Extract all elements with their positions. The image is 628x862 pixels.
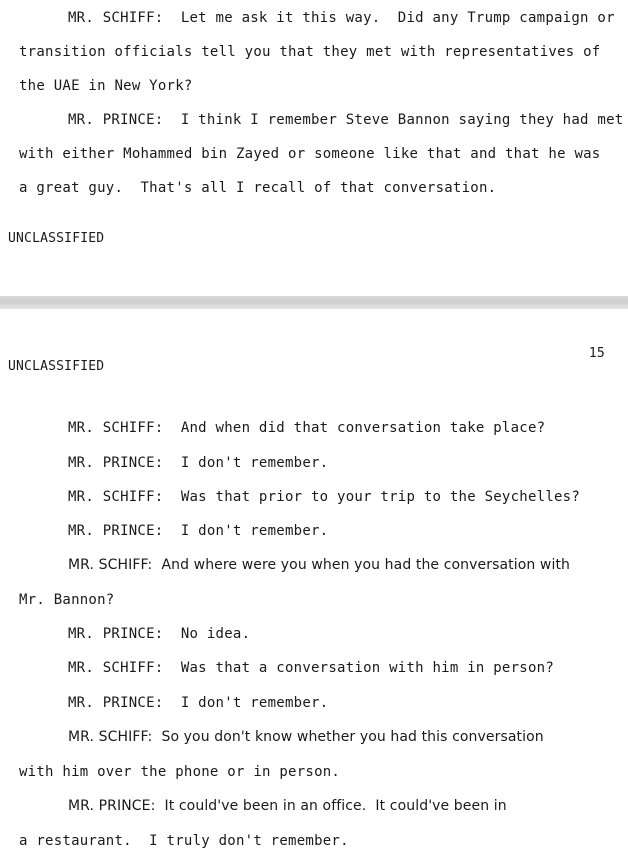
transcript-line: MR. SCHIFF: Was that a conversation with him in person? (68, 660, 555, 676)
transcript-line: MR. PRINCE: No idea. (68, 626, 251, 642)
classification-footer: UNCLASSIFIED (8, 231, 105, 246)
transcript-line: MR. PRINCE: It could've been in an office. It could've been in (68, 798, 507, 814)
transcript-line: Mr. Bannon? (19, 592, 115, 608)
page-number: 15 (588, 346, 605, 361)
transcript-line: a restaurant. I truly don't remember. (19, 833, 349, 849)
transcript-line: with either Mohammed bin Zayed or someone like that and that he was (19, 146, 601, 162)
transcript-line: MR. SCHIFF: Was that prior to your trip to the Seychelles? (68, 489, 581, 505)
transcript-line: MR. PRINCE: I don't remember. (68, 523, 329, 539)
transcript-line: MR. SCHIFF: So you don't know whether you had this conversation (68, 729, 544, 745)
transcript-line: MR. SCHIFF: And where were you when you had the conversation with (68, 557, 571, 573)
transcript-line: MR. PRINCE: I don't remember. (68, 455, 329, 471)
transcript-line: MR. PRINCE: I don't remember. (68, 695, 329, 711)
transcript-line: MR. PRINCE: I think I remember Steve Bannon saying they had met (68, 112, 624, 128)
transcript-line: MR. SCHIFF: And when did that conversation take place? (68, 420, 546, 436)
transcript-line: the UAE in New York? (19, 78, 193, 94)
page-separator (0, 296, 628, 309)
transcript-line: transition officials tell you that they met with representatives of (19, 44, 601, 60)
transcript-line: with him over the phone or in person. (19, 764, 341, 780)
transcript-page-bottom (0, 309, 628, 862)
transcript-line: a great guy. That's all I recall of that conversation. (19, 180, 497, 196)
classification-header: UNCLASSIFIED (8, 359, 105, 374)
transcript-page-top (0, 0, 628, 296)
transcript-line: MR. SCHIFF: Let me ask it this way. Did any Trump campaign or (68, 10, 615, 26)
